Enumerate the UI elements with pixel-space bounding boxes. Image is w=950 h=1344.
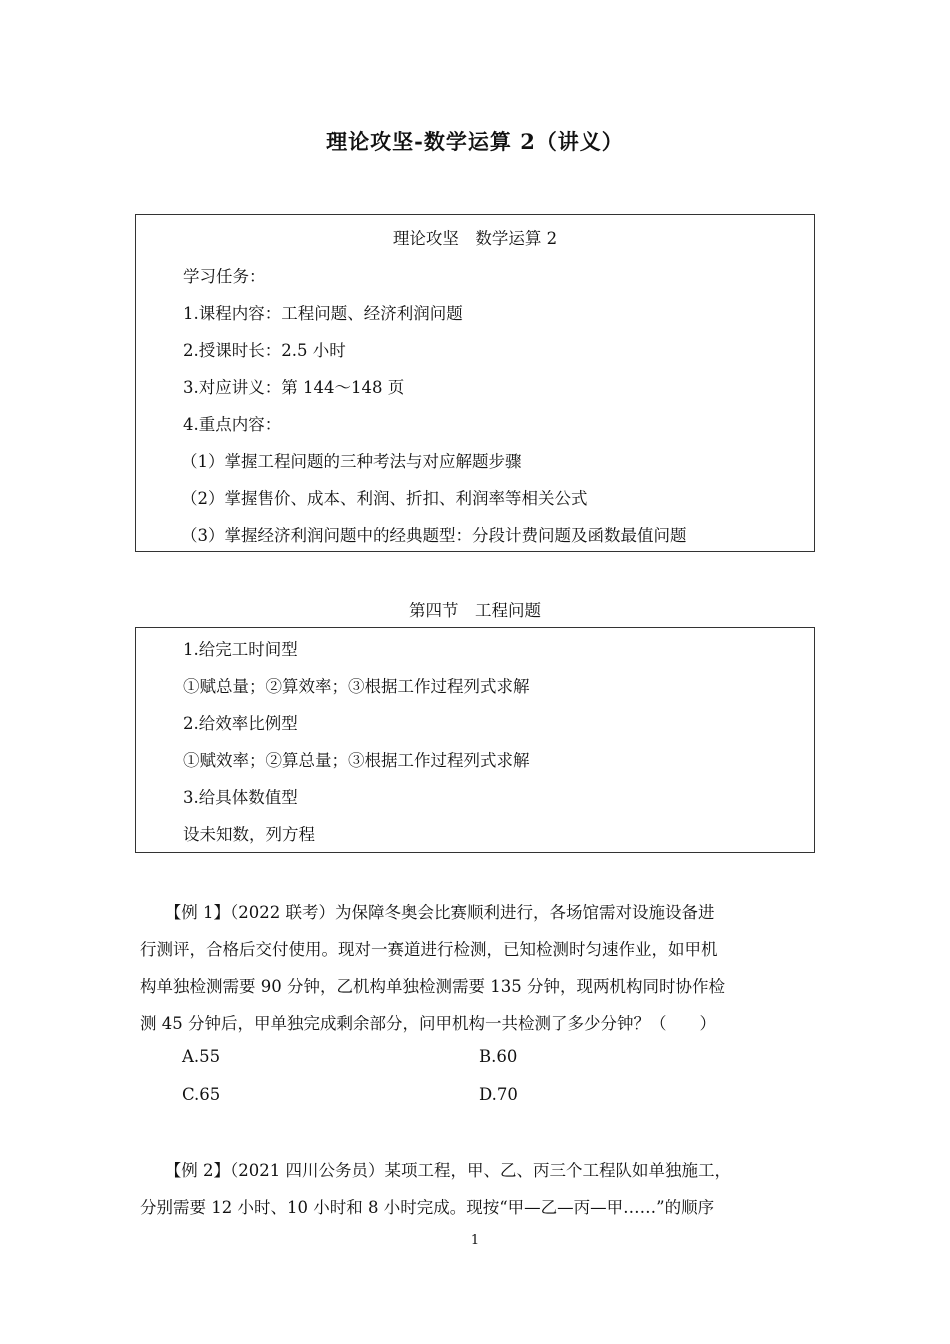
example1-option-a: A.55 — [182, 1047, 221, 1066]
document-title: 理论攻坚-数学运算 2（讲义） — [326, 129, 624, 154]
task-item: 1.课程内容：工程问题、经济利润问题 — [183, 304, 463, 323]
method-line: ①赋总量；②算效率；③根据工作过程列式求解 — [183, 677, 530, 696]
method-line: 3.给具体数值型 — [183, 788, 298, 807]
method-line: 1.给完工时间型 — [183, 640, 298, 659]
example1-option-c: C.65 — [182, 1085, 221, 1104]
page-number: 1 — [470, 1233, 480, 1248]
example1-line: 测 45 分钟后，甲单独完成剩余部分，问甲机构一共检测了多少分钟？（ ） — [140, 1014, 716, 1033]
method-summary-box — [135, 627, 815, 853]
task-box-heading: 理论攻坚 数学运算 2 — [392, 229, 558, 248]
example1-option-d: D.70 — [479, 1085, 518, 1104]
section-title: 第四节 工程问题 — [409, 601, 541, 620]
example1-option-b: B.60 — [479, 1047, 518, 1066]
learning-task-box — [135, 214, 815, 552]
task-item: 2.授课时长：2.5 小时 — [183, 341, 346, 360]
key-point: （2）掌握售价、成本、利润、折扣、利润率等相关公式 — [181, 489, 588, 508]
example1-line: 【例 1】（2022 联考）为保障冬奥会比赛顺利进行，各场馆需对设施设备进 — [140, 903, 715, 922]
method-line: 2.给效率比例型 — [183, 714, 298, 733]
example1-line: 构单独检测需要 90 分钟，乙机构单独检测需要 135 分钟，现两机构同时协作检 — [140, 977, 725, 996]
task-item: 4.重点内容： — [183, 415, 282, 434]
task-item: 3.对应讲义：第 144～148 页 — [183, 378, 405, 397]
method-line: 设未知数，列方程 — [183, 825, 315, 844]
example2-line: 【例 2】（2021 四川公务员）某项工程，甲、乙、丙三个工程队如单独施工， — [140, 1161, 731, 1180]
learning-task-label: 学习任务： — [183, 267, 266, 286]
key-point: （3）掌握经济利润问题中的经典题型：分段计费问题及函数最值问题 — [181, 526, 687, 545]
method-line: ①赋效率；②算总量；③根据工作过程列式求解 — [183, 751, 530, 770]
example2-line: 分别需要 12 小时、10 小时和 8 小时完成。现按“甲—乙—丙—甲……”的顺序 — [140, 1198, 715, 1217]
key-point: （1）掌握工程问题的三种考法与对应解题步骤 — [181, 452, 522, 471]
example1-line: 行测评，合格后交付使用。现对一赛道进行检测，已知检测时匀速作业，如甲机 — [140, 940, 718, 959]
